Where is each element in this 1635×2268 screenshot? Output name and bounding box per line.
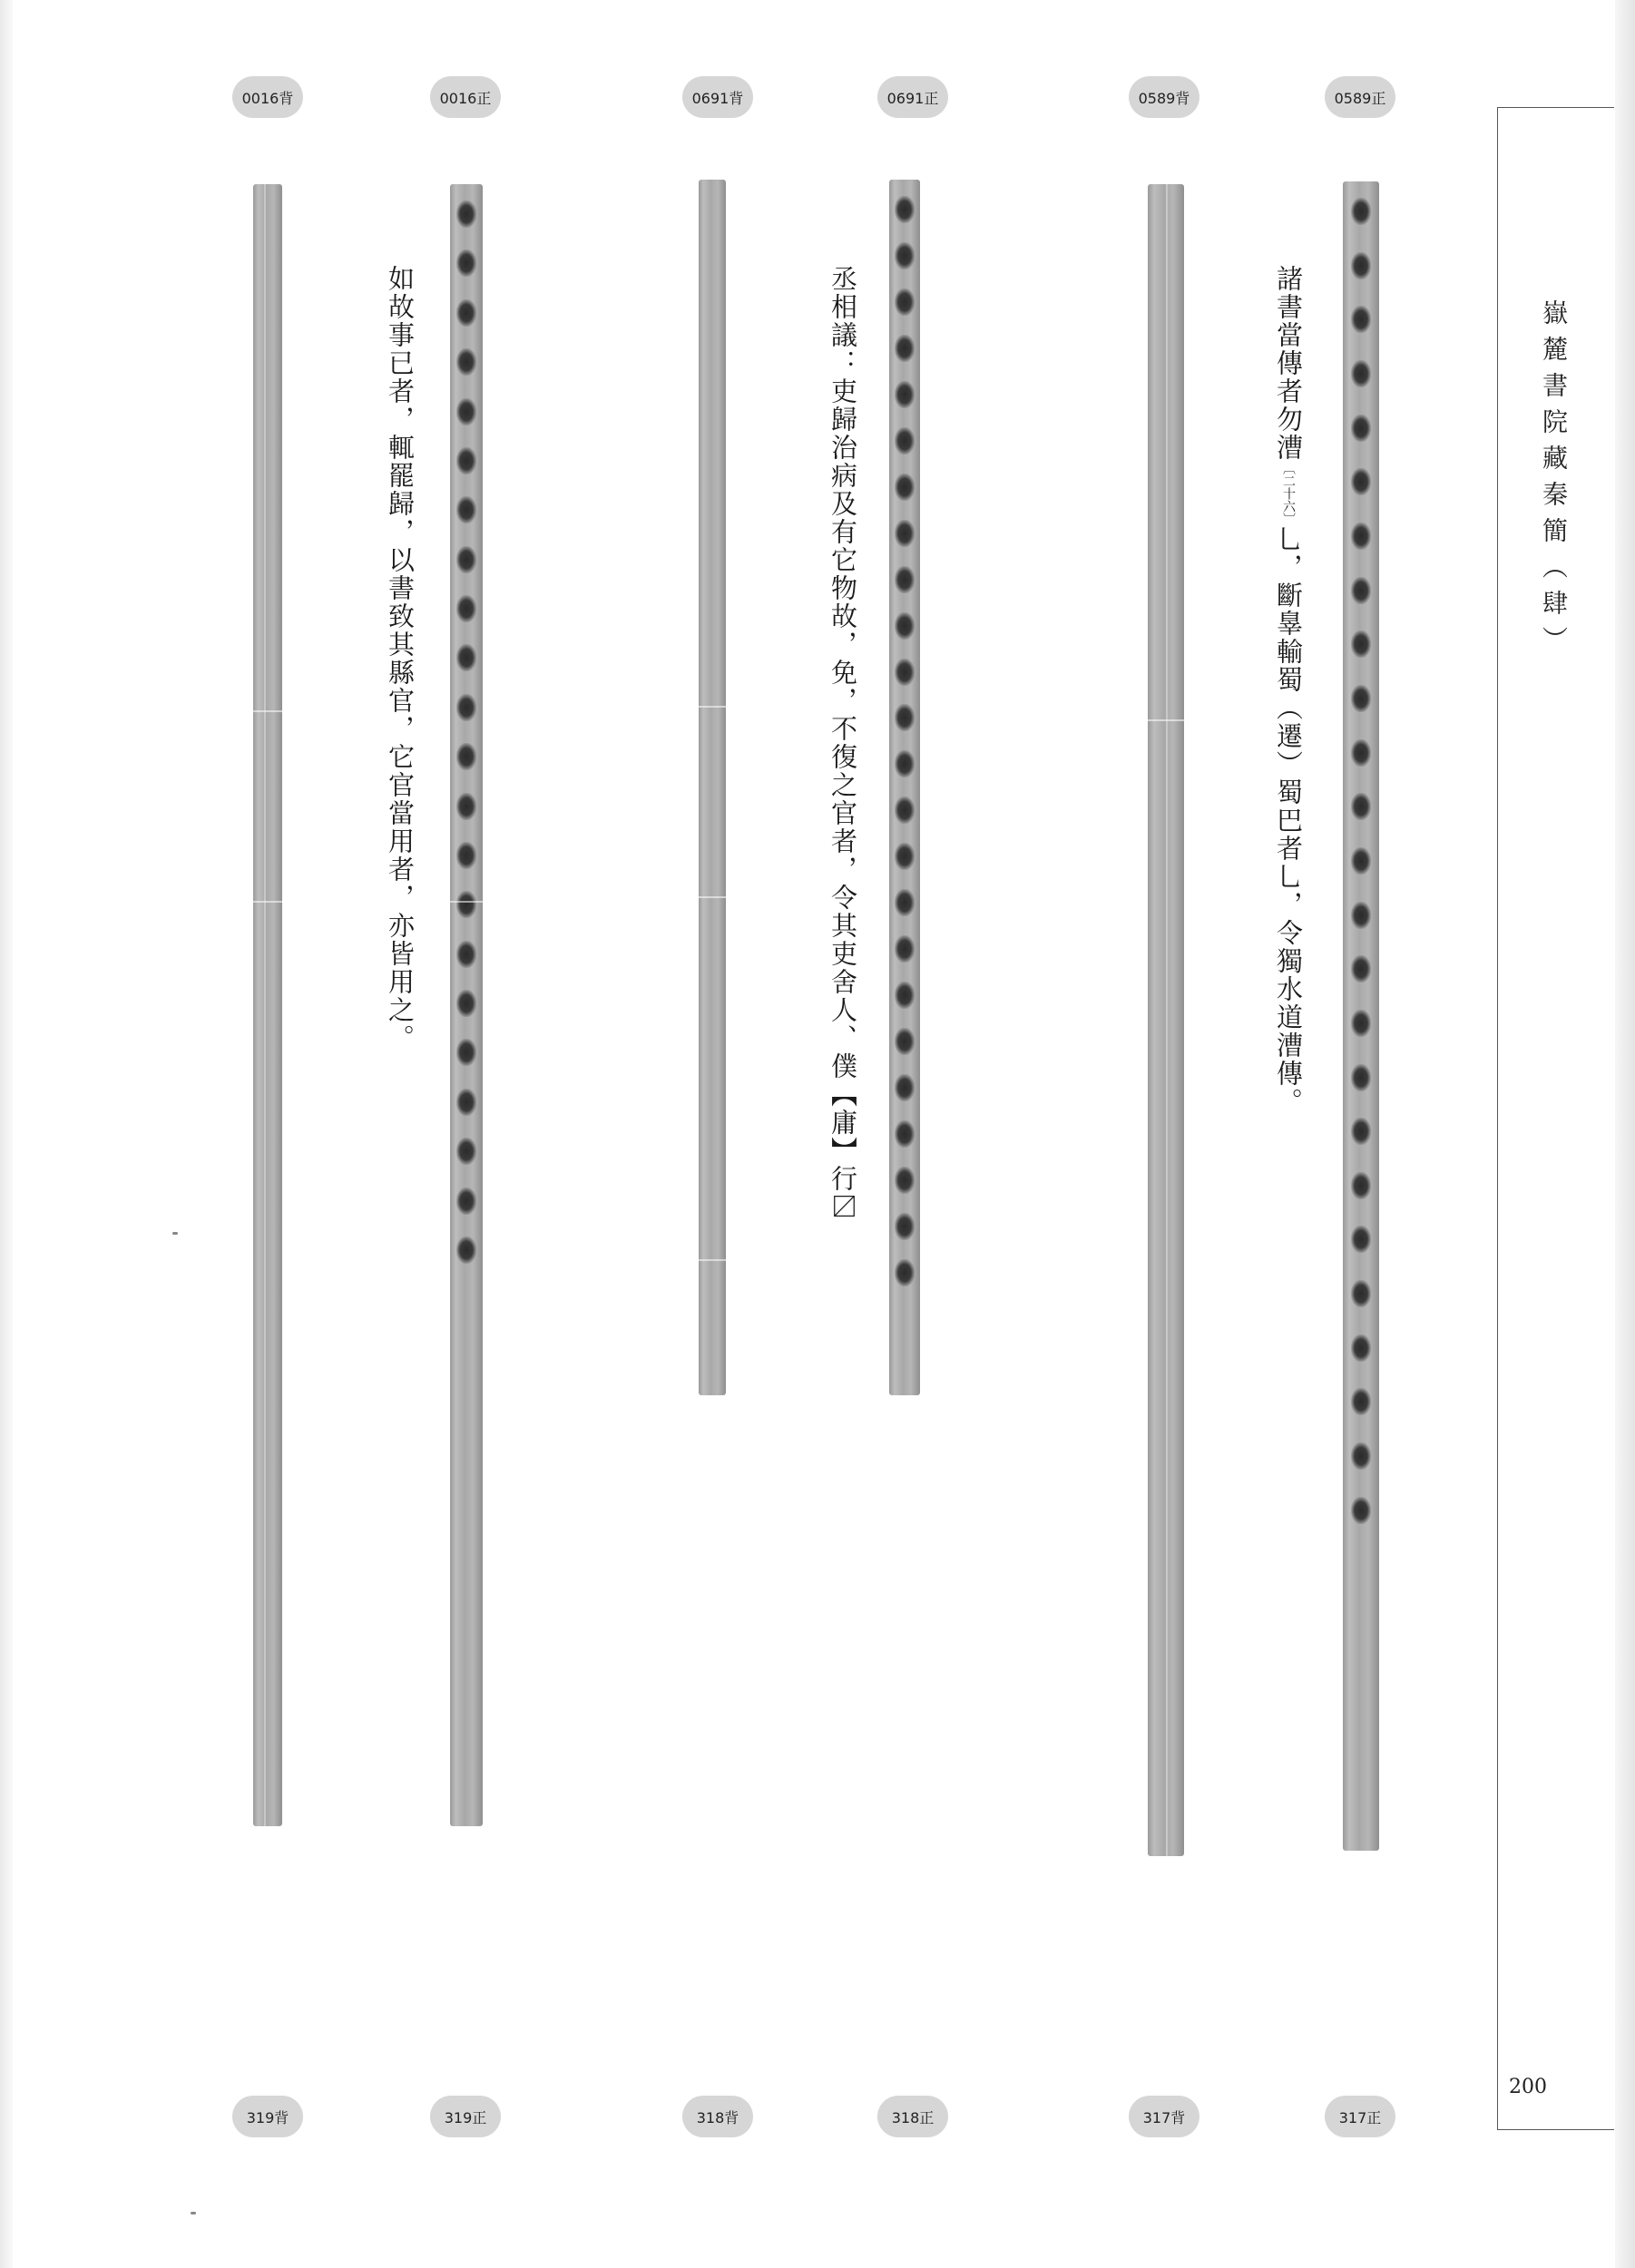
page-gutter-shadow xyxy=(0,0,13,2268)
slip-id-label-0589-back: 0589背 xyxy=(1129,76,1199,118)
bamboo-slip-0016-front-image xyxy=(450,184,483,1826)
page-number: 200 xyxy=(1509,2076,1547,2098)
transcription-slip-318: 丞相議：吏歸治病及有它物故，免，不復之官者，令其吏舍人、僕【庸】行〼 xyxy=(827,265,858,1221)
scan-speck xyxy=(172,1232,178,1235)
running-title: 嶽麓書院藏秦簡（肆） xyxy=(1539,299,1569,662)
transcription-slip-319: 如故事已者，輒罷歸，以書致其縣官，它官當用者，亦皆用之。 xyxy=(385,265,416,1052)
bamboo-slip-0589-front-image xyxy=(1343,181,1379,1851)
slip-id-label-0016-front: 0016正 xyxy=(430,76,501,118)
bamboo-slip-0691-back-image xyxy=(699,180,726,1395)
slip-number-label-317-back: 317背 xyxy=(1129,2096,1199,2137)
slip-number-label-317-front: 317正 xyxy=(1325,2096,1395,2137)
slip-number-label-318-back: 318背 xyxy=(682,2096,753,2137)
slip-id-label-0691-back: 0691背 xyxy=(682,76,753,118)
page-edge-shadow xyxy=(1615,0,1635,2268)
slip-id-label-0691-front: 0691正 xyxy=(877,76,948,118)
scan-speck xyxy=(191,2212,196,2214)
annotation-note-marker: 〔二十六〕 xyxy=(1281,462,1296,525)
slip-id-label-0016-back: 0016背 xyxy=(232,76,303,118)
bamboo-slip-0016-back-image xyxy=(253,184,282,1826)
transcription-317-part-b: 乚，斷辠輸蜀（遷）蜀巴者乚，令獨水道漕傳。 xyxy=(1273,525,1304,1116)
slip-number-label-319-front: 319正 xyxy=(430,2096,501,2137)
transcription-slip-317 xyxy=(1273,265,1304,1116)
slip-number-label-318-front: 318正 xyxy=(877,2096,948,2137)
slip-number-label-319-back: 319背 xyxy=(232,2096,303,2137)
bamboo-slip-0691-front-image xyxy=(889,180,920,1395)
slip-id-label-0589-front: 0589正 xyxy=(1325,76,1395,118)
bamboo-slip-0589-back-image xyxy=(1148,184,1184,1856)
transcription-317-part-a: 諸書當傳者勿漕 xyxy=(1273,265,1304,462)
